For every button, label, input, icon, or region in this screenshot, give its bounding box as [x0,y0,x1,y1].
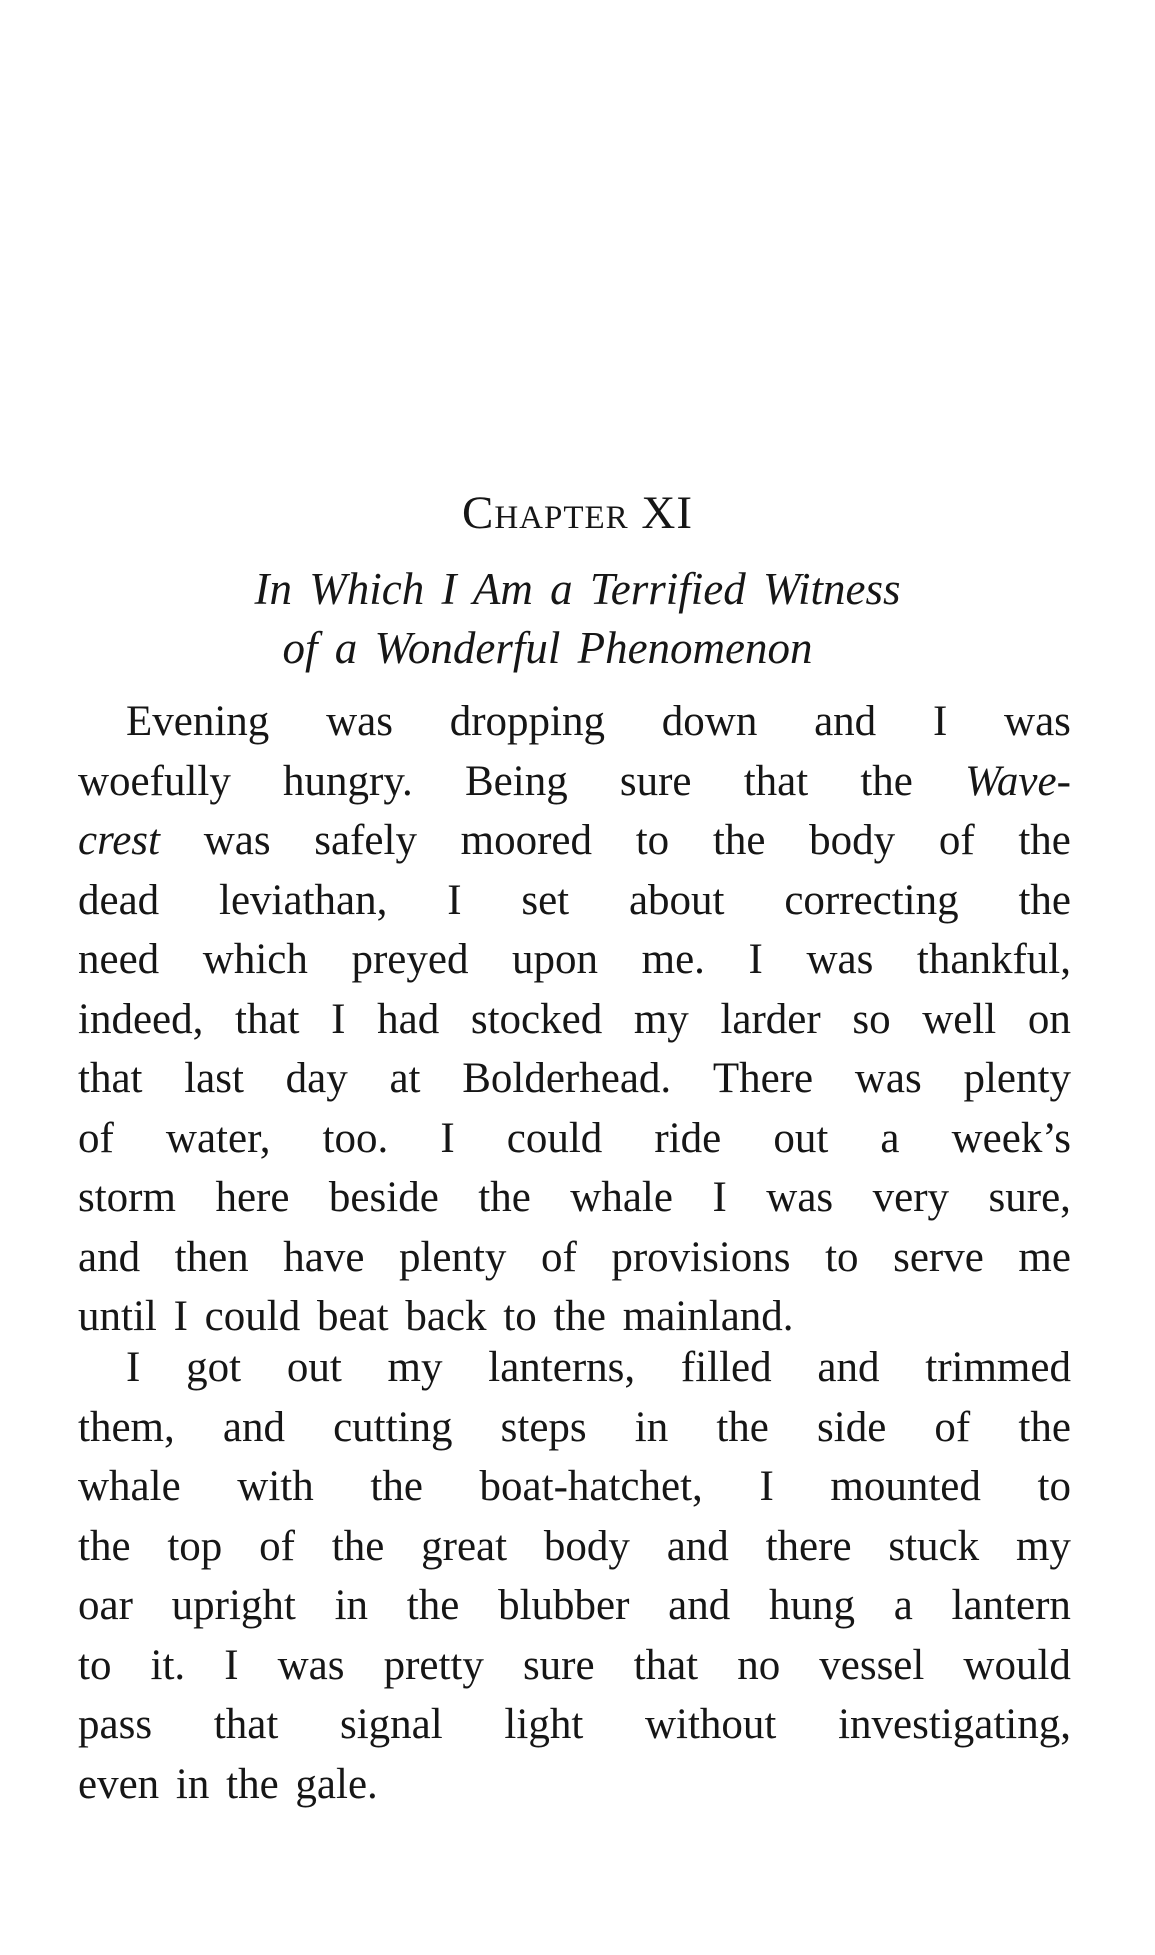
paragraph-line: that last day at Bolderhead. There was plenty [78,1055,1071,1102]
chapter-subtitle-line-1: In Which I Am a Terrified Witness [254,564,901,614]
paragraph-line: whale with the boat-hatchet, I mounted to [78,1463,1071,1510]
paragraph-line: oar upright in the blubber and hung a lantern [78,1582,1071,1629]
paragraph-1 [78,692,1071,1347]
paragraph-line: I got out my lanterns, filled and trimmed [126,1344,1071,1391]
paragraph-line: of water, too. I could ride out a week’s [78,1114,1071,1162]
paragraph-line: and then have plenty of provisions to serve me [78,1233,1071,1281]
chapter-label: Chapter [461,487,629,539]
paragraph-line: them, and cutting steps in the side of the [78,1403,1071,1451]
paragraph-line: woefully hungry. Being sure that the Wave- [78,757,1071,805]
paragraph-line: to it. I was pretty sure that no vessel would [78,1641,1071,1689]
paragraph-line: Evening was dropping down and I was [126,698,1071,745]
chapter-subtitle-line-2: of a Wonderful Phenomenon [282,623,813,673]
paragraph-line: dead leviathan, I set about correcting the [78,876,1071,924]
paragraph-line: even in the gale. [78,1760,378,1808]
paragraph-2 [78,1338,1071,1814]
paragraph-line: pass that signal light without investigating, [78,1701,1071,1748]
paragraph-line: the top of the great body and there stuck my [78,1522,1071,1570]
chapter-number: XI [641,487,694,539]
paragraph-line: storm here beside the whale I was very sure, [78,1174,1071,1221]
paragraph-line: crest was safely moored to the body of the [78,817,1071,864]
paragraph-line: until I could beat back to the mainland. [78,1293,794,1340]
chapter-heading [0,483,1155,543]
paragraph-line: need which preyed upon me. I was thankful, [78,936,1071,983]
paragraph-line: indeed, that I had stocked my larder so well on [78,995,1071,1043]
